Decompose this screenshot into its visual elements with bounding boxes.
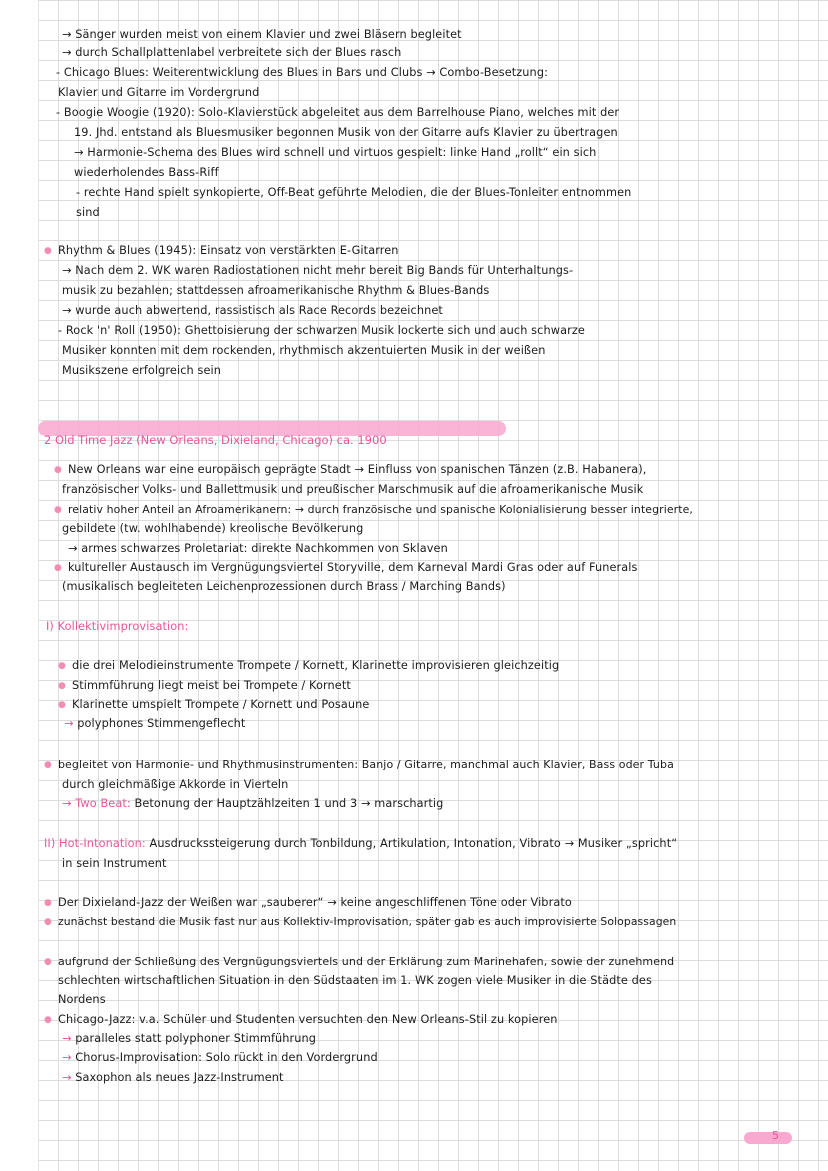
- bullet-icon: ●: [58, 700, 66, 710]
- note-line: sind: [76, 206, 100, 219]
- note-line: Musikszene erfolgreich sein: [62, 364, 222, 377]
- page-number: 5: [772, 1129, 779, 1142]
- note-line: ● begleitet von Harmonie- und Rhythmusinstrumenten: Banjo / Gitarre, manchmal auch Klavier, Bass oder Tuba: [44, 758, 674, 771]
- page-margin: [0, 0, 39, 1171]
- note-line: durch gleichmäßige Akkorde in Vierteln: [62, 778, 289, 791]
- bullet-icon: ●: [44, 760, 52, 770]
- bullet-icon: ●: [44, 898, 52, 908]
- note-line: → Nach dem 2. WK waren Radiostationen nicht mehr bereit Big Bands für Unterhaltungs-: [62, 264, 574, 277]
- note-line: Musiker konnten mit dem rockenden, rhythmisch akzentuierten Musik in der weißen: [62, 344, 546, 357]
- note-line: schlechten wirtschaftlichen Situation in den Südstaaten im 1. WK zogen viele Musiker in die Städte des: [58, 974, 652, 987]
- arrow-icon: →: [64, 717, 78, 730]
- subsection-title: II) Hot-Intonation:: [44, 837, 146, 850]
- bullet-icon: ●: [44, 246, 52, 256]
- note-line: → Chorus-Improvisation: Solo rückt in den Vordergrund: [62, 1051, 378, 1064]
- note-line: ● Klarinette umspielt Trompete / Kornett und Posaune: [58, 698, 370, 711]
- note-line: wiederholendes Bass-Riff: [74, 166, 219, 179]
- bullet-icon: ●: [44, 957, 52, 967]
- note-line: - Rock 'n' Roll (1950): Ghettoisierung der schwarzen Musik lockerte sich und auch schwarze: [58, 324, 585, 337]
- section-title: 2 Old Time Jazz (New Orleans, Dixieland, Chicago) ca. 1900: [44, 432, 387, 447]
- note-line: - Chicago Blues: Weiterentwicklung des Blues in Bars und Clubs → Combo-Besetzung:: [56, 66, 548, 79]
- note-line: → polyphones Stimmengeflecht: [64, 717, 246, 730]
- note-line: ● Der Dixieland-Jazz der Weißen war „sauberer“ → keine angeschliffenen Töne oder Vibrato: [44, 896, 572, 909]
- bullet-icon: ●: [44, 1015, 52, 1025]
- note-line: - Boogie Woogie (1920): Solo-Klavierstück abgeleitet aus dem Barrelhouse Piano, welches mit der: [56, 106, 620, 119]
- note-line: ● Rhythm & Blues (1945): Einsatz von verstärkten E-Gitarren: [44, 244, 399, 257]
- bullet-icon: ●: [54, 465, 62, 475]
- bullet-icon: ●: [58, 661, 66, 671]
- bullet-icon: ●: [58, 681, 66, 691]
- page-number-highlight: [744, 1132, 792, 1144]
- note-line: ● relativ hoher Anteil an Afroamerikanern: → durch französische und spanische Kolonialisierung besser integrierte,: [54, 503, 693, 516]
- note-line: ● Stimmführung liegt meist bei Trompete / Kornett: [58, 679, 351, 692]
- note-line: → Sänger wurden meist von einem Klavier und zwei Bläsern begleitet: [62, 28, 462, 41]
- note-line: - rechte Hand spielt synkopierte, Off-Beat geführte Melodien, die der Blues-Tonleiter entnommen: [76, 186, 632, 199]
- arrow-icon: →: [62, 1071, 76, 1084]
- note-line: → wurde auch abwertend, rassistisch als Race Records bezeichnet: [62, 304, 443, 317]
- note-line: → armes schwarzes Proletariat: direkte Nachkommen von Sklaven: [68, 542, 448, 555]
- arrow-icon: →: [62, 1051, 76, 1064]
- note-line: → Saxophon als neues Jazz-Instrument: [62, 1071, 284, 1084]
- note-line: ● Chicago-Jazz: v.a. Schüler und Studenten versuchten den New Orleans-Stil zu kopieren: [44, 1013, 558, 1026]
- note-line: Klavier und Gitarre im Vordergrund: [58, 86, 260, 99]
- note-line: (musikalisch begleiteten Leichenprozessionen durch Brass / Marching Bands): [62, 580, 506, 593]
- note-line: ● kultureller Austausch im Vergnügungsviertel Storyville, dem Karneval Mardi Gras oder auf Funerals: [54, 561, 638, 574]
- note-line: → durch Schallplattenlabel verbreitete sich der Blues rasch: [62, 46, 402, 59]
- note-line: französischer Volks- und Ballettmusik und preußischer Marschmusik auf die afroamerikanische Musik: [62, 483, 644, 496]
- note-line: II) Hot-Intonation: Ausdruckssteigerung durch Tonbildung, Artikulation, Intonation, Vibrato → Musiker „spricht“: [44, 837, 678, 850]
- bullet-icon: ●: [44, 917, 52, 927]
- note-line: ● New Orleans war eine europäisch geprägte Stadt → Einfluss von spanischen Tänzen (z.B. Habanera),: [54, 463, 647, 476]
- note-line: musik zu bezahlen; stattdessen afroamerikanische Rhythm & Blues-Bands: [62, 284, 490, 297]
- note-line: → Harmonie-Schema des Blues wird schnell und virtuos gespielt: linke Hand „rollt“ ein sich: [74, 146, 597, 159]
- note-line: ● aufgrund der Schließung des Vergnügungsviertels und der Erklärung zum Marinehafen, sowie der zunehmend: [44, 955, 675, 968]
- note-line: in sein Instrument: [62, 857, 167, 870]
- note-line: Nordens: [58, 993, 106, 1006]
- bullet-icon: ●: [54, 563, 62, 573]
- note-line: → paralleles statt polyphoner Stimmführung: [62, 1032, 317, 1045]
- arrow-icon: →: [62, 1032, 76, 1045]
- note-line: → Two Beat: Betonung der Hauptzählzeiten 1 und 3 → marschartig: [62, 797, 444, 810]
- note-line: ● die drei Melodieinstrumente Trompete / Kornett, Klarinette improvisieren gleichzeitig: [58, 659, 560, 672]
- bullet-icon: ●: [54, 505, 62, 515]
- note-line: gebildete (tw. wohlhabende) kreolische Bevölkerung: [62, 522, 364, 535]
- subsection-title: I) Kollektivimprovisation:: [46, 620, 189, 633]
- note-line: 19. Jhd. entstand als Bluesmusiker begonnen Musik von der Gitarre aufs Klavier zu übertragen: [74, 126, 618, 139]
- note-line: ● zunächst bestand die Musik fast nur aus Kollektiv-Improvisation, später gab es auch improvisierte Solopassagen: [44, 915, 677, 928]
- arrow-icon: →: [62, 797, 76, 810]
